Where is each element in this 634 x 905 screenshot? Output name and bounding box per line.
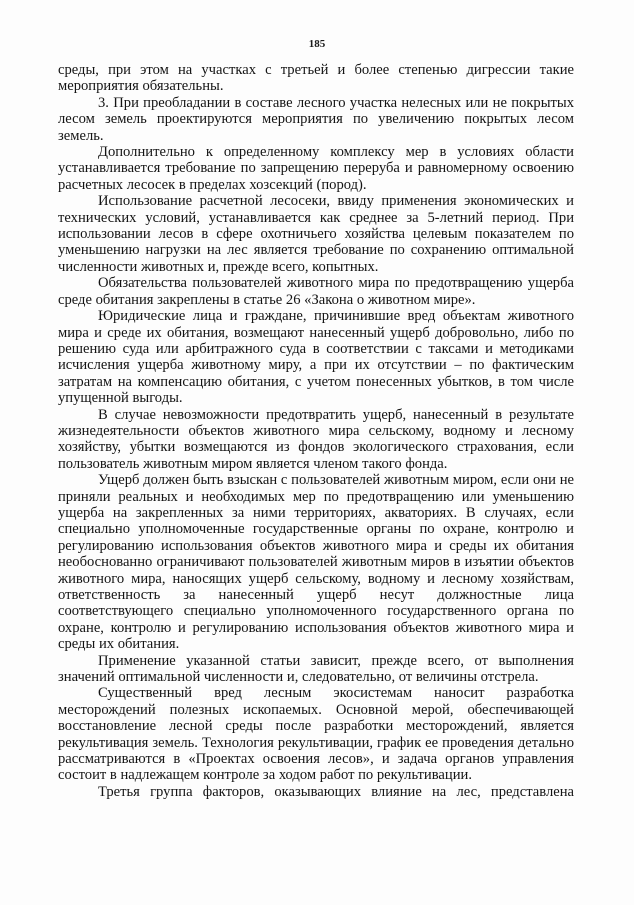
paragraph-6: Юридические лица и граждане, причинившие вред объектам животного мира и среде их обитания, возмещают нанесенный ущерб добровольно, либо по решению суда или арбитражного суда в соответствии с таксами и методиками исчисления ущерба животному миру, а при их отсутствии – по фактическим затратам на компенсацию обитания, с учетом понесенных убытков, в том числе упущенной выгоды. — [58, 308, 574, 407]
paragraph-5: Обязательства пользователей животного мира по предотвращению ущерба среде обитания закреплены в статье 26 «Закона о животном мире». — [58, 275, 574, 308]
paragraph-3: Дополнительно к определенному комплексу мер в условиях области устанавливается требование по запрещению переруба и равномерному освоению расчетных лесосек в пределах хозсекций (пород). — [58, 144, 574, 193]
body-text — [58, 62, 574, 800]
paragraph-4: Использование расчетной лесосеки, ввиду применения экономических и технических условий, устанавливается как среднее за 5-летний период. При использовании лесов в сфере охотничьего хозяйства целевым показателем по уменьшению нагрузки на лес является требование по сохранению оптимальной численности животных и, прежде всего, копытных. — [58, 193, 574, 275]
paragraph-10: Существенный вред лесным экосистемам наносит разработка месторождений полезных ископаемых. Основной мерой, обеспечивающей восстановление лесной среды после разработки месторождений, является рекультивация земель. Технология рекультивации, график ее проведения детально рассматриваются в «Проектах освоения лесов», и задача органов управления состоит в надлежащем контроле за ходом работ по рекультивации. — [58, 685, 574, 784]
paragraph-2: 3. При преобладании в составе лесного участка нелесных или не покрытых лесом земель проектируются мероприятия по увеличению покрытых лесом земель. — [58, 94, 574, 144]
paragraph-9: Применение указанной статьи зависит, прежде всего, от выполнения значений оптимальной численности и, следовательно, от величины отстрела. — [58, 652, 574, 686]
paragraph-8: Ущерб должен быть взыскан с пользователей животным миром, если они не приняли реальных и необходимых мер по предотвращению или уменьшению ущерба на закрепленных за ними территориях, акваториях. В случаях, если специально уполномоченные государственные органы по охране, контролю и регулированию использования объектов животного мира и среды их обитания необоснованно ограничивают пользователей животным миров в изъятии объектов животного мира, наносящих ущерб сельскому, водному и лесному хозяйствам, ответственность за нанесенный ущерб несут должностные лица соответствующего специально уполномоченного государственного органа по охране, контролю и регулированию использования объектов животного мира и среды их обитания. — [58, 472, 574, 653]
paragraph-7: В случае невозможности предотвратить ущерб, нанесенный в результате жизнедеятельности объектов животного мира сельскому, водному и лесному хозяйству, убытки возмещаются из фондов экологического страхования, если пользователь животным миром является членом такого фонда. — [58, 406, 574, 472]
paragraph-11: Третья группа факторов, оказывающих влияние на лес, представлена — [98, 783, 574, 800]
paragraph-1: среды, при этом на участках с третьей и более степенью дигрессии такие мероприятия обязательны. — [58, 62, 574, 95]
page-number: 185 — [308, 38, 326, 50]
